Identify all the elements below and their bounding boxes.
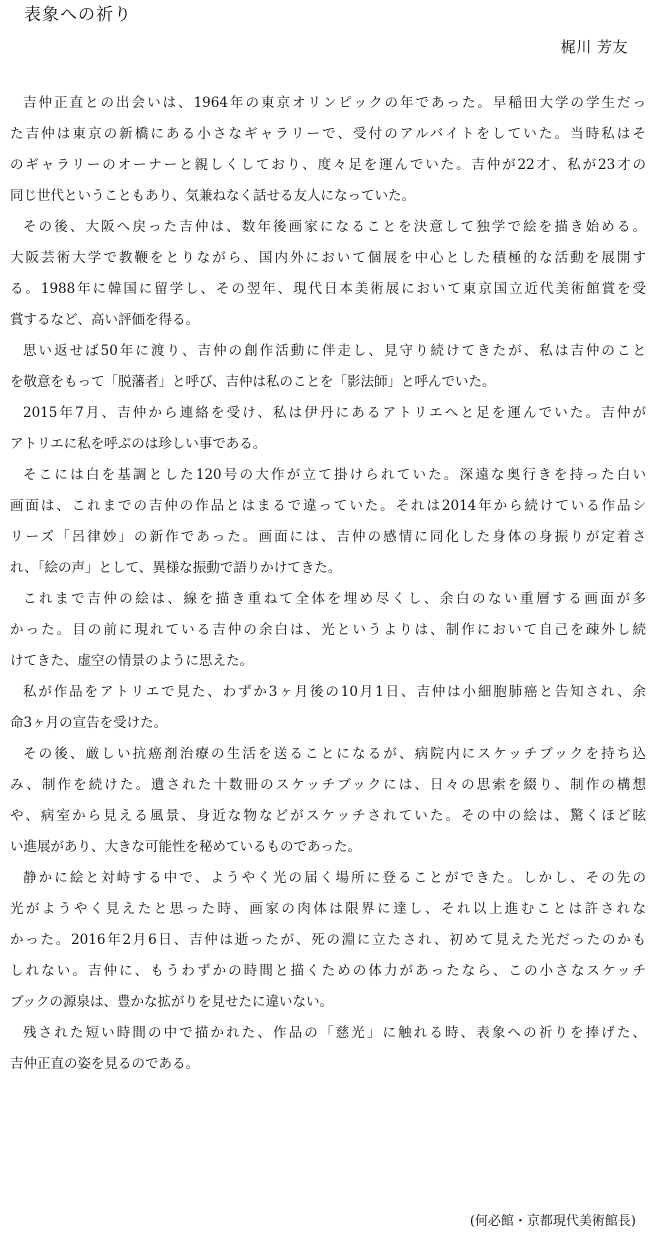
paragraph bbox=[10, 336, 646, 398]
text-line: 吉仲正直の姿を見るのである。 bbox=[10, 1056, 199, 1072]
text-line: その後、大阪へ戻った吉仲は、数年後画家になることを決意して独学で絵を描き始める。 bbox=[23, 219, 646, 235]
text-line: 吉仲正直との出会いは、1964年の東京オリンピックの年であった。早稲田大学の学生だっ bbox=[23, 95, 646, 111]
author-name: 梶川 芳友 bbox=[560, 38, 628, 56]
text-line: 画面は、これまでの吉仲の作品とはまるで違っていた。それは2014年から続けている作品シ bbox=[10, 498, 646, 514]
text-line: 残された短い時間の中で描かれた、作品の「慈光」に触れる時、表象への祈りを捧げた、 bbox=[23, 1025, 646, 1041]
text-line: 思い返せば50年に渡り、吉仲の創作活動に伴走し、見守り続けてきたが、私は吉仲のこと bbox=[23, 343, 646, 359]
text-line: る。1988年に韓国に留学し、その翌年、現代日本美術展において東京国立近代美術館賞を受 bbox=[10, 281, 646, 297]
text-line: た吉仲は東京の新橋にある小さなギャラリーで、受付のアルバイトをしていた。当時私はそ bbox=[10, 126, 646, 142]
text-line: そこには白を基調とした120号の大作が立て掛けられていた。深遠な奥行きを持った白い bbox=[23, 467, 646, 483]
text-line: を敬意をもって「脱藩者」と呼び、吉仲は私のことを「影法師」と呼んでいた。 bbox=[10, 374, 496, 390]
paragraph bbox=[10, 398, 646, 460]
paragraph bbox=[10, 88, 646, 212]
document-title: 表象への祈り bbox=[24, 5, 132, 25]
text-line: しれない。吉仲に、もうわずかの時間と描くための体力があったなら、この小さなスケッチ bbox=[10, 963, 646, 979]
text-line: その後、厳しい抗癌剤治療の生活を送ることになるが、病院内にスケッチブックを持ち込 bbox=[23, 746, 646, 762]
text-line: 私が作品をアトリエで見た、わずか3ヶ月後の10月1日、吉仲は小細胞肺癌と告知され、余 bbox=[23, 684, 646, 700]
text-line: リーズ「呂律妙」の新作であった。画面には、吉仲の感情に同化した身体の身振りが定着さ bbox=[10, 529, 646, 545]
paragraph bbox=[10, 584, 646, 677]
paragraph bbox=[10, 863, 646, 1018]
paragraph bbox=[10, 677, 646, 739]
paragraph bbox=[10, 739, 646, 863]
document-body bbox=[10, 88, 646, 1080]
text-line: 賞するなど、高い評価を得る。 bbox=[10, 312, 199, 328]
text-line: 光がようやく見えたと思った時、画家の肉体は限界に達し、それ以上進むことは許されな bbox=[10, 901, 646, 917]
paragraph bbox=[10, 1018, 646, 1080]
text-line: アトリエに私を呼ぶのは珍しい事である。 bbox=[10, 436, 267, 452]
text-line: のギャラリーのオーナーと親しくしており、度々足を運んでいた。吉仲が22才、私が23才の bbox=[10, 157, 646, 173]
text-line: これまで吉仲の絵は、線を描き重ねて全体を埋め尽くし、余白のない重層する画面が多 bbox=[23, 591, 646, 607]
text-line: み、制作を続けた。遺された十数冊のスケッチブックには、日々の思索を綴り、制作の構想 bbox=[10, 777, 646, 793]
text-line: 大阪芸術大学で教鞭をとりながら、国内外において個展を中心とした積極的な活動を展開す bbox=[10, 250, 646, 266]
text-line: かった。2016年2月6日、吉仲は逝ったが、死の淵に立たされ、初めて見えた光だったのかも bbox=[10, 932, 646, 948]
text-line: ブックの源泉は、豊かな拡がりを見せたに違いない。 bbox=[10, 994, 334, 1010]
text-line: い進展があり、大きな可能性を秘めているものであった。 bbox=[10, 839, 361, 855]
author-affiliation: (何必館・京都現代美術館長) bbox=[469, 1214, 636, 1229]
text-line: けてきた、虚空の情景のように思えた。 bbox=[10, 653, 253, 669]
text-line: や、病室から見える風景、身近な物などがスケッチされていた。その中の絵は、驚くほど眩 bbox=[10, 808, 646, 824]
paragraph bbox=[10, 212, 646, 336]
text-line: 同じ世代ということもあり、気兼ねなく話せる友人になっていた。 bbox=[10, 188, 415, 204]
text-line: 2015年7月、吉仲から連絡を受け、私は伊丹にあるアトリエへと足を運んでいた。吉仲が bbox=[23, 405, 646, 421]
text-line: かった。目の前に現れている吉仲の余白は、光というよりは、制作において自己を疎外し続 bbox=[10, 622, 646, 638]
text-line: 命3ヶ月の宣告を受けた。 bbox=[10, 715, 168, 731]
text-line: 静かに絵と対峙する中で、ようやく光の届く場所に登ることができた。しかし、その先の bbox=[23, 870, 646, 886]
text-line: れ、「絵の声」として、異様な振動で語りかけてきた。 bbox=[10, 560, 342, 576]
paragraph bbox=[10, 460, 646, 584]
